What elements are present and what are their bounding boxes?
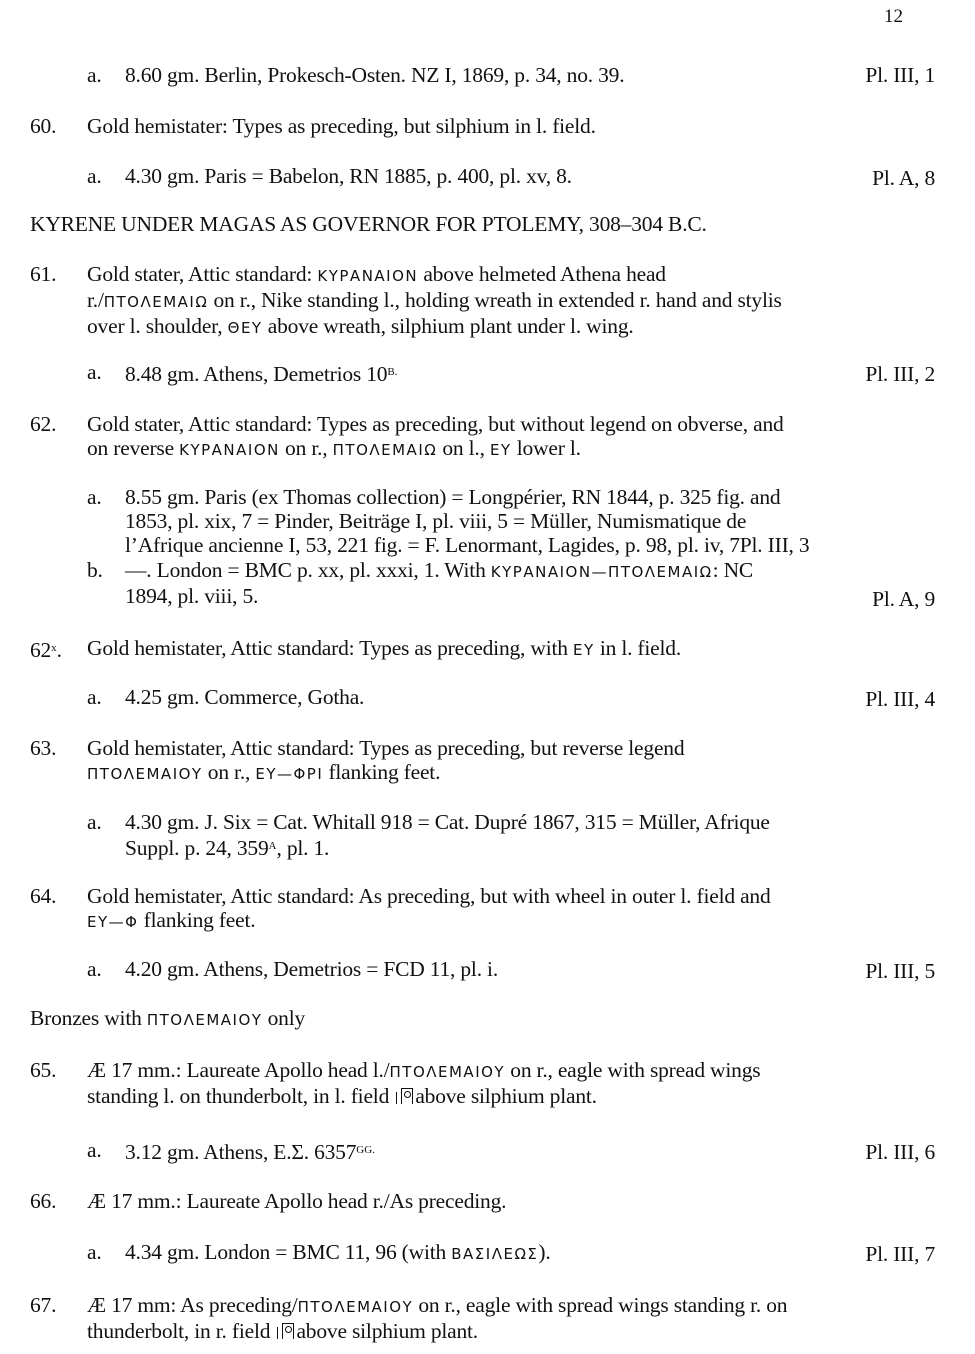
- entry-text: [87, 412, 937, 462]
- superscript: GG.: [356, 1144, 375, 1156]
- monogram-icon: [275, 1323, 296, 1347]
- item-label: a.: [87, 1240, 102, 1264]
- text: lower l.: [511, 436, 581, 460]
- greek-legend: ΠΤΟΛΕΜΑΙΩ: [332, 441, 438, 459]
- item-label: a.: [87, 957, 102, 981]
- text: Æ 17 mm.: Laureate Apollo head l./: [87, 1058, 390, 1082]
- greek-legend: ΕΥ: [489, 441, 512, 459]
- plate-ref: Pl. III, 6: [865, 1140, 935, 1164]
- item-text: [125, 558, 905, 608]
- page-number: 12: [884, 6, 903, 27]
- text: flanking feet.: [138, 908, 256, 932]
- superscript: x: [51, 642, 57, 654]
- superscript: A: [268, 840, 277, 852]
- text: 8.55 gm. Paris (ex Thomas collection) = Longpérier, RN 1844, p. 325 fig. and: [125, 485, 781, 509]
- greek-legend: ΠΤΟΛΕΜΑΙΟΥ: [389, 1063, 506, 1081]
- item-label: a.: [87, 164, 102, 188]
- text: Bronzes with: [30, 1006, 147, 1030]
- entry-text: [87, 1058, 937, 1112]
- entry-number: 64.: [30, 884, 57, 908]
- text: on r., eagle with spread wings: [505, 1058, 761, 1082]
- superscript: B.: [387, 366, 398, 378]
- entry-number: 65.: [30, 1058, 57, 1082]
- plate-ref: Pl. A, 8: [872, 166, 935, 190]
- text: on l.,: [437, 436, 490, 460]
- text: , pl. 1.: [276, 836, 330, 860]
- text: on r.,: [279, 436, 333, 460]
- text: Gold hemistater, Attic standard: Types as preceding, but reverse legend: [87, 736, 685, 760]
- greek-legend: ΠΤΟΛΕΜΑΙΩ: [103, 293, 209, 311]
- text: ).: [538, 1240, 551, 1264]
- greek-legend: ΚΥΡΑΝΑΙΟΝ: [179, 441, 280, 459]
- entry-number: 60.: [30, 114, 57, 138]
- greek-legend: ΒΑΣΙΛΕΩΣ: [451, 1245, 539, 1263]
- text: 3.12 gm. Athens, Ε.Σ. 6357: [125, 1140, 357, 1164]
- text: 1853, pl. xix, 7 = Pinder, Beiträge I, pl. viii, 5 = Müller, Numismatique de: [125, 509, 747, 533]
- item-text: 4.25 gm. Commerce, Gotha.: [125, 685, 365, 709]
- entry-number: 67.: [30, 1293, 57, 1317]
- entry-text: Gold hemistater: Types as preceding, but silphium in l. field.: [87, 114, 596, 138]
- greek-legend: ΕΥ: [573, 641, 595, 659]
- item-text: [125, 485, 955, 557]
- greek-legend: ΕΥ—Φ: [87, 913, 139, 931]
- item-text: [125, 360, 905, 386]
- plate-ref: Pl. III, 3: [739, 533, 810, 557]
- text: on r., Nike standing l., holding wreath in extended r. hand and stylis: [208, 288, 782, 312]
- text: standing l. on thunderbolt, in l. field: [87, 1084, 395, 1108]
- text: Gold hemistater, Attic standard: As preceding, but with wheel in outer l. field and: [87, 884, 771, 908]
- plate-ref: Pl. III, 7: [865, 1242, 935, 1266]
- item-text: 8.60 gm. Berlin, Prokesch-Osten. NZ I, 1869, p. 34, no. 39.: [125, 63, 625, 87]
- item-label: a.: [87, 685, 102, 709]
- text: flanking feet.: [323, 760, 441, 784]
- text: 62: [30, 638, 52, 662]
- section-heading: KYRENE UNDER MAGAS AS GOVERNOR FOR PTOLEMY, 308–304 B.C.: [30, 212, 707, 236]
- item-label: a.: [87, 810, 102, 834]
- plate-ref: Pl. III, 2: [865, 362, 935, 386]
- text: Suppl. p. 24, 359: [125, 836, 269, 860]
- text: 4.34 gm. London = BMC 11, 96 (with: [125, 1240, 452, 1264]
- item-label: a.: [87, 63, 102, 87]
- item-text: 4.20 gm. Athens, Demetrios = FCD 11, pl. i.: [125, 957, 499, 981]
- greek-legend: ΚΥΡΑΝΑΙΟΝ: [317, 267, 419, 285]
- plate-ref: Pl. III, 4: [865, 687, 935, 711]
- text: .: [56, 638, 62, 662]
- entry-number: 62.: [30, 412, 57, 436]
- item-label: b.: [87, 558, 103, 582]
- section-heading-bronzes: [30, 1006, 305, 1031]
- text: thunderbolt, in r. field: [87, 1319, 276, 1343]
- text: over l. shoulder,: [87, 314, 228, 338]
- text: above helmeted Athena head: [418, 262, 666, 286]
- text: l’Afrique ancienne I, 53, 221 fig. = F. Lenormant, Lagides, p. 98, pl. iv, 7: [125, 533, 740, 557]
- item-text: [125, 1240, 905, 1266]
- text: on r., eagle with spread wings standing r. on: [413, 1293, 788, 1317]
- text: in l. field.: [594, 636, 682, 660]
- entry-text: [87, 884, 937, 934]
- entry-number: 66.: [30, 1189, 57, 1213]
- greek-legend: ΕΥ—ΦΡΙ: [255, 765, 324, 783]
- item-text: [125, 810, 905, 860]
- text: r./: [87, 288, 104, 312]
- greek-legend: ΚΥΡΑΝΑΙΟΝ—ΠΤΟΛΕΜΑΙΩ: [490, 563, 713, 581]
- greek-legend: ΠΤΟΛΕΜΑΙΟΥ: [87, 765, 203, 783]
- text: Gold stater, Attic standard: Types as preceding, but without legend on obverse, and: [87, 412, 784, 436]
- text: Gold stater, Attic standard:: [87, 262, 318, 286]
- text: above wreath, silphium plant under l. wing.: [262, 314, 634, 338]
- entry-text: [87, 636, 937, 662]
- plate-ref: Pl. III, 1: [865, 63, 935, 87]
- item-label: a.: [87, 360, 102, 384]
- entry-number: 63.: [30, 736, 57, 760]
- text: 1894, pl. viii, 5.: [125, 584, 259, 608]
- greek-legend: ΘΕΥ: [227, 319, 263, 337]
- item-label: a.: [87, 1138, 102, 1162]
- entry-text: [87, 736, 937, 786]
- text: above silphium plant.: [415, 1084, 597, 1108]
- entry-text: [87, 1293, 937, 1347]
- greek-legend: ΠΤΟΛΕΜΑΙΟΥ: [297, 1298, 414, 1316]
- text: above silphium plant.: [296, 1319, 478, 1343]
- text: on r.,: [202, 760, 256, 784]
- item-text: 4.30 gm. Paris = Babelon, RN 1885, p. 400, pl. xv, 8.: [125, 164, 572, 188]
- text: Gold hemistater, Attic standard: Types as preceding, with: [87, 636, 573, 660]
- item-label: a.: [87, 485, 102, 509]
- text: 8.48 gm. Athens, Demetrios 10: [125, 362, 388, 386]
- text: : NC: [712, 558, 754, 582]
- monogram-icon: [394, 1088, 415, 1112]
- text: Æ 17 mm: As preceding/: [87, 1293, 298, 1317]
- text: 4.30 gm. J. Six = Cat. Whitall 918 = Cat. Dupré 1867, 315 = Müller, Afrique: [125, 810, 770, 834]
- entry-number: 61.: [30, 262, 57, 286]
- text: only: [262, 1006, 306, 1030]
- entry-text: [87, 262, 937, 340]
- text: on reverse: [87, 436, 180, 460]
- item-text: [125, 1138, 905, 1164]
- entry-number: [30, 636, 86, 662]
- plate-ref: Pl. III, 5: [865, 959, 935, 983]
- plate-ref: Pl. A, 9: [872, 587, 935, 611]
- text: —. London = BMC p. xx, pl. xxxi, 1. With: [125, 558, 491, 582]
- greek-legend: ΠΤΟΛΕΜΑΙΟΥ: [146, 1011, 263, 1029]
- entry-text: Æ 17 mm.: Laureate Apollo head r./As preceding.: [87, 1189, 507, 1213]
